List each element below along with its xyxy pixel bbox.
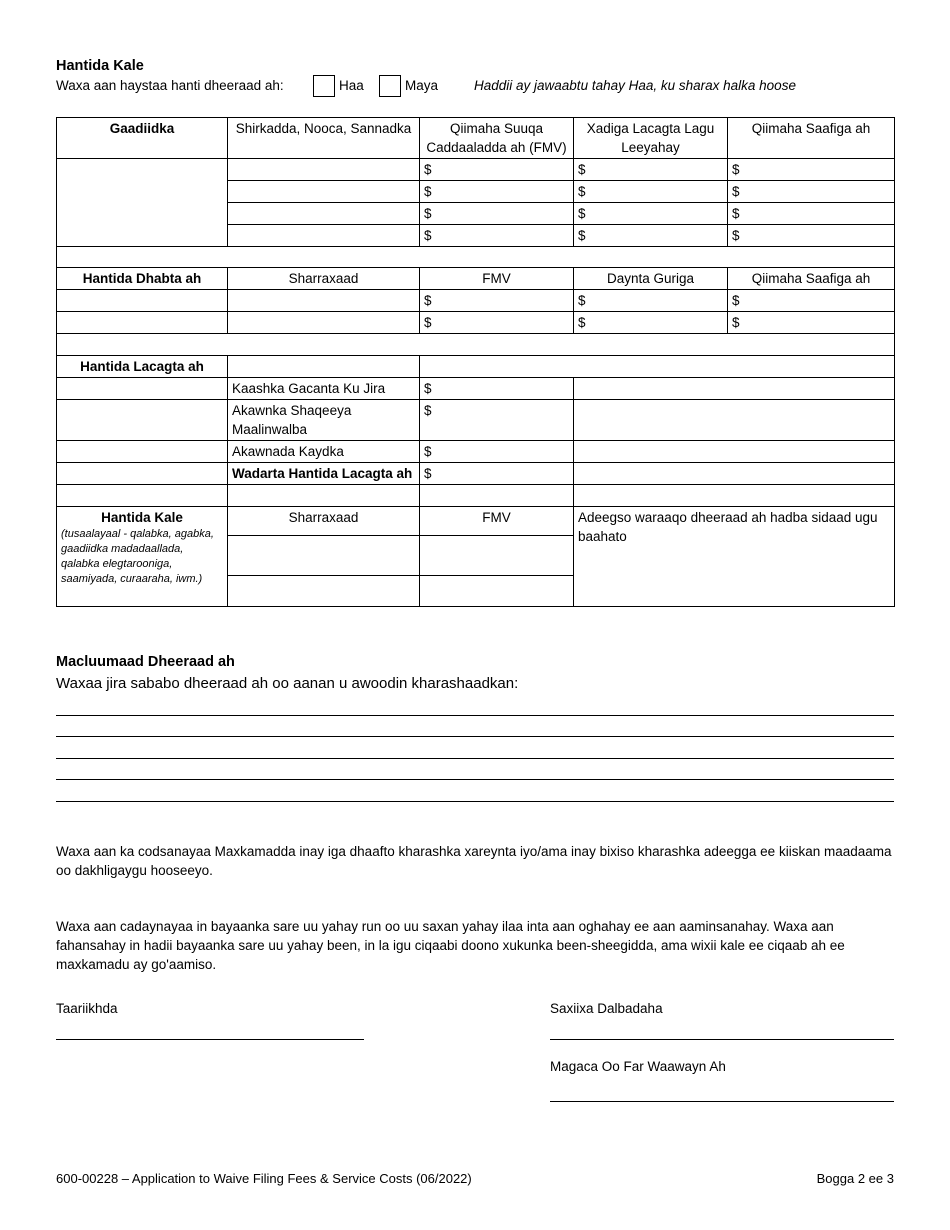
vehicle-fmv-field[interactable]: $ bbox=[420, 159, 574, 181]
additional-info-line-3[interactable] bbox=[56, 758, 894, 759]
vehicle-description-field[interactable] bbox=[228, 181, 420, 203]
table-row bbox=[57, 400, 895, 441]
footer-form-id: 600-00228 – Application to Waive Filing Fees & Service Costs (06/2022) bbox=[56, 1171, 472, 1186]
cash-total-label: Wadarta Hantida Lacagta ah bbox=[228, 463, 420, 485]
real-estate-net-field[interactable]: $ bbox=[728, 290, 895, 312]
signature-line[interactable] bbox=[550, 1039, 894, 1040]
other-assets-heading: Hantida Kale bbox=[56, 58, 144, 74]
vehicle-owed-field[interactable]: $ bbox=[574, 203, 728, 225]
empty-cell bbox=[574, 400, 895, 441]
vehicle-owed-field[interactable]: $ bbox=[574, 181, 728, 203]
vehicle-net-field[interactable]: $ bbox=[728, 181, 895, 203]
spacer-row bbox=[57, 334, 895, 356]
real-estate-heading: Hantida Dhabta ah bbox=[57, 268, 228, 290]
empty-cell bbox=[57, 400, 228, 441]
real-estate-description-field[interactable] bbox=[228, 290, 420, 312]
vehicle-owed-field[interactable]: $ bbox=[574, 159, 728, 181]
real-estate-fmv-field[interactable]: $ bbox=[420, 312, 574, 334]
vehicle-description-field[interactable] bbox=[228, 225, 420, 247]
footer-page-number: Bogga 2 ee 3 bbox=[816, 1171, 894, 1186]
col-header-net: Qiimaha Saafiga ah bbox=[728, 118, 895, 159]
spacer-cell bbox=[57, 334, 895, 356]
col-header-net: Qiimaha Saafiga ah bbox=[728, 268, 895, 290]
vehicle-owed-field[interactable]: $ bbox=[574, 225, 728, 247]
vehicles-heading: Gaadiidka bbox=[57, 118, 228, 159]
col-header-fmv: FMV bbox=[420, 507, 574, 536]
vehicle-net-field[interactable]: $ bbox=[728, 225, 895, 247]
vehicle-net-field[interactable]: $ bbox=[728, 159, 895, 181]
date-label: Taariikhda bbox=[56, 1001, 118, 1016]
cash-item-label: Akawnka Shaqeeya Maalinwalba bbox=[228, 400, 420, 441]
table-row bbox=[57, 290, 895, 312]
real-estate-mortgage-field[interactable]: $ bbox=[574, 312, 728, 334]
additional-info-line-4[interactable] bbox=[56, 779, 894, 780]
savings-account-field[interactable]: $ bbox=[420, 441, 574, 463]
printed-name-line[interactable] bbox=[550, 1101, 894, 1102]
vehicle-fmv-field[interactable]: $ bbox=[420, 181, 574, 203]
empty-cell bbox=[420, 485, 574, 507]
empty-cell bbox=[228, 356, 420, 378]
cash-item-label: Kaashka Gacanta Ku Jira bbox=[228, 378, 420, 400]
cash-assets-heading: Hantida Lacagta ah bbox=[57, 356, 228, 378]
vehicle-fmv-field[interactable]: $ bbox=[420, 225, 574, 247]
additional-info-heading: Macluumaad Dheeraad ah bbox=[56, 654, 235, 670]
date-line[interactable] bbox=[56, 1039, 364, 1040]
vehicle-description-field[interactable] bbox=[228, 159, 420, 181]
table-row bbox=[57, 312, 895, 334]
additional-info-prompt: Waxaa jira sababo dheeraad ah oo aanan u awoodin kharashaadkan: bbox=[56, 675, 519, 692]
empty-cell bbox=[574, 441, 895, 463]
real-estate-net-field[interactable]: $ bbox=[728, 312, 895, 334]
col-header-description: Sharraxaad bbox=[228, 507, 420, 536]
col-header-fmv: Qiimaha Suuqa Caddaaladda ah (FMV) bbox=[420, 118, 574, 159]
request-statement: Waxa aan ka codsanayaa Maxkamadda inay iga dhaafto kharashka xareynta iyo/ama inay bixiso kharashka adeegga ee kiiskan maadaama oo dakhligaygu hooseeyo. bbox=[56, 844, 892, 878]
vehicle-description-field[interactable] bbox=[228, 203, 420, 225]
other-property-description-field[interactable] bbox=[228, 576, 420, 607]
real-estate-header-row bbox=[57, 268, 895, 290]
other-property-heading: Hantida Kale bbox=[101, 510, 183, 525]
empty-cell bbox=[57, 485, 228, 507]
yes-checkbox[interactable] bbox=[313, 75, 335, 97]
col-header-make: Shirkadda, Nooca, Sannadka bbox=[228, 118, 420, 159]
cash-on-hand-field[interactable]: $ bbox=[420, 378, 574, 400]
no-label: Maya bbox=[405, 78, 439, 93]
other-property-label-cell bbox=[57, 507, 228, 607]
empty-cell bbox=[574, 485, 895, 507]
table-row bbox=[57, 378, 895, 400]
instruction-text: Haddii ay jawaabtu tahay Haa, ku sharax halka hoose bbox=[474, 78, 796, 93]
cash-item-label: Akawnada Kaydka bbox=[228, 441, 420, 463]
empty-cell bbox=[420, 356, 895, 378]
col-header-owed: Xadiga Lacagta Lagu Leeyahay bbox=[574, 118, 728, 159]
other-property-examples: (tusaalayaal - qalabka, agabka, gaadiidka madadaallada, qalabka elegtarooniga, saamiyada, curaaraha, iwm.) bbox=[61, 528, 214, 585]
other-property-fmv-field[interactable] bbox=[420, 576, 574, 607]
additional-info-line-5[interactable] bbox=[56, 801, 894, 802]
yes-label: Haa bbox=[339, 78, 364, 93]
real-estate-description-field[interactable] bbox=[228, 312, 420, 334]
empty-cell bbox=[57, 441, 228, 463]
vehicles-label-cell bbox=[57, 159, 228, 247]
real-estate-fmv-field[interactable]: $ bbox=[420, 290, 574, 312]
no-checkbox[interactable] bbox=[379, 75, 401, 97]
col-header-mortgage: Daynta Guriga bbox=[574, 268, 728, 290]
real-estate-label-cell bbox=[57, 290, 228, 312]
empty-cell bbox=[228, 485, 420, 507]
printed-name-label: Magaca Oo Far Waawayn Ah bbox=[550, 1059, 726, 1074]
spacer-row bbox=[57, 485, 895, 507]
vehicle-net-field[interactable]: $ bbox=[728, 203, 895, 225]
col-header-fmv: FMV bbox=[420, 268, 574, 290]
table-row bbox=[57, 441, 895, 463]
other-property-description-field[interactable] bbox=[228, 536, 420, 576]
table-row bbox=[57, 159, 895, 181]
checking-account-field[interactable]: $ bbox=[420, 400, 574, 441]
spacer-cell bbox=[57, 247, 895, 268]
other-assets-question: Waxa aan haystaa hanti dheeraad ah: bbox=[56, 78, 284, 93]
additional-info-line-2[interactable] bbox=[56, 736, 894, 737]
vehicle-fmv-field[interactable]: $ bbox=[420, 203, 574, 225]
additional-sheets-note: Adeegso waraaqo dheeraad ah hadba sidaad ugu baahato bbox=[574, 507, 895, 607]
other-property-fmv-field[interactable] bbox=[420, 536, 574, 576]
table-row bbox=[57, 463, 895, 485]
real-estate-mortgage-field[interactable]: $ bbox=[574, 290, 728, 312]
vehicles-header-row bbox=[57, 118, 895, 159]
other-property-header-row bbox=[57, 507, 895, 536]
additional-info-line-1[interactable] bbox=[56, 715, 894, 716]
cash-total-field[interactable]: $ bbox=[420, 463, 574, 485]
empty-cell bbox=[57, 378, 228, 400]
real-estate-label-cell bbox=[57, 312, 228, 334]
empty-cell bbox=[574, 463, 895, 485]
col-header-description: Sharraxaad bbox=[228, 268, 420, 290]
empty-cell bbox=[574, 378, 895, 400]
empty-cell bbox=[57, 463, 228, 485]
signature-label: Saxiixa Dalbadaha bbox=[550, 1001, 663, 1016]
declaration-statement: Waxa aan cadaynayaa in bayaanka sare uu yahay run oo uu saxan yahay ilaa inta aan oghahay ee aan aaminsanahay. Waxa aan fahansahay in hadii bayaanka sare uu yahay been, in la igu ciqaabi doono xukunka been-sheegidda, ama wixii kale ee ciqaab ah ee maxkamadu ay go'aamiso. bbox=[56, 919, 845, 972]
assets-table bbox=[56, 117, 895, 607]
cash-header-row bbox=[57, 356, 895, 378]
spacer-row bbox=[57, 247, 895, 268]
